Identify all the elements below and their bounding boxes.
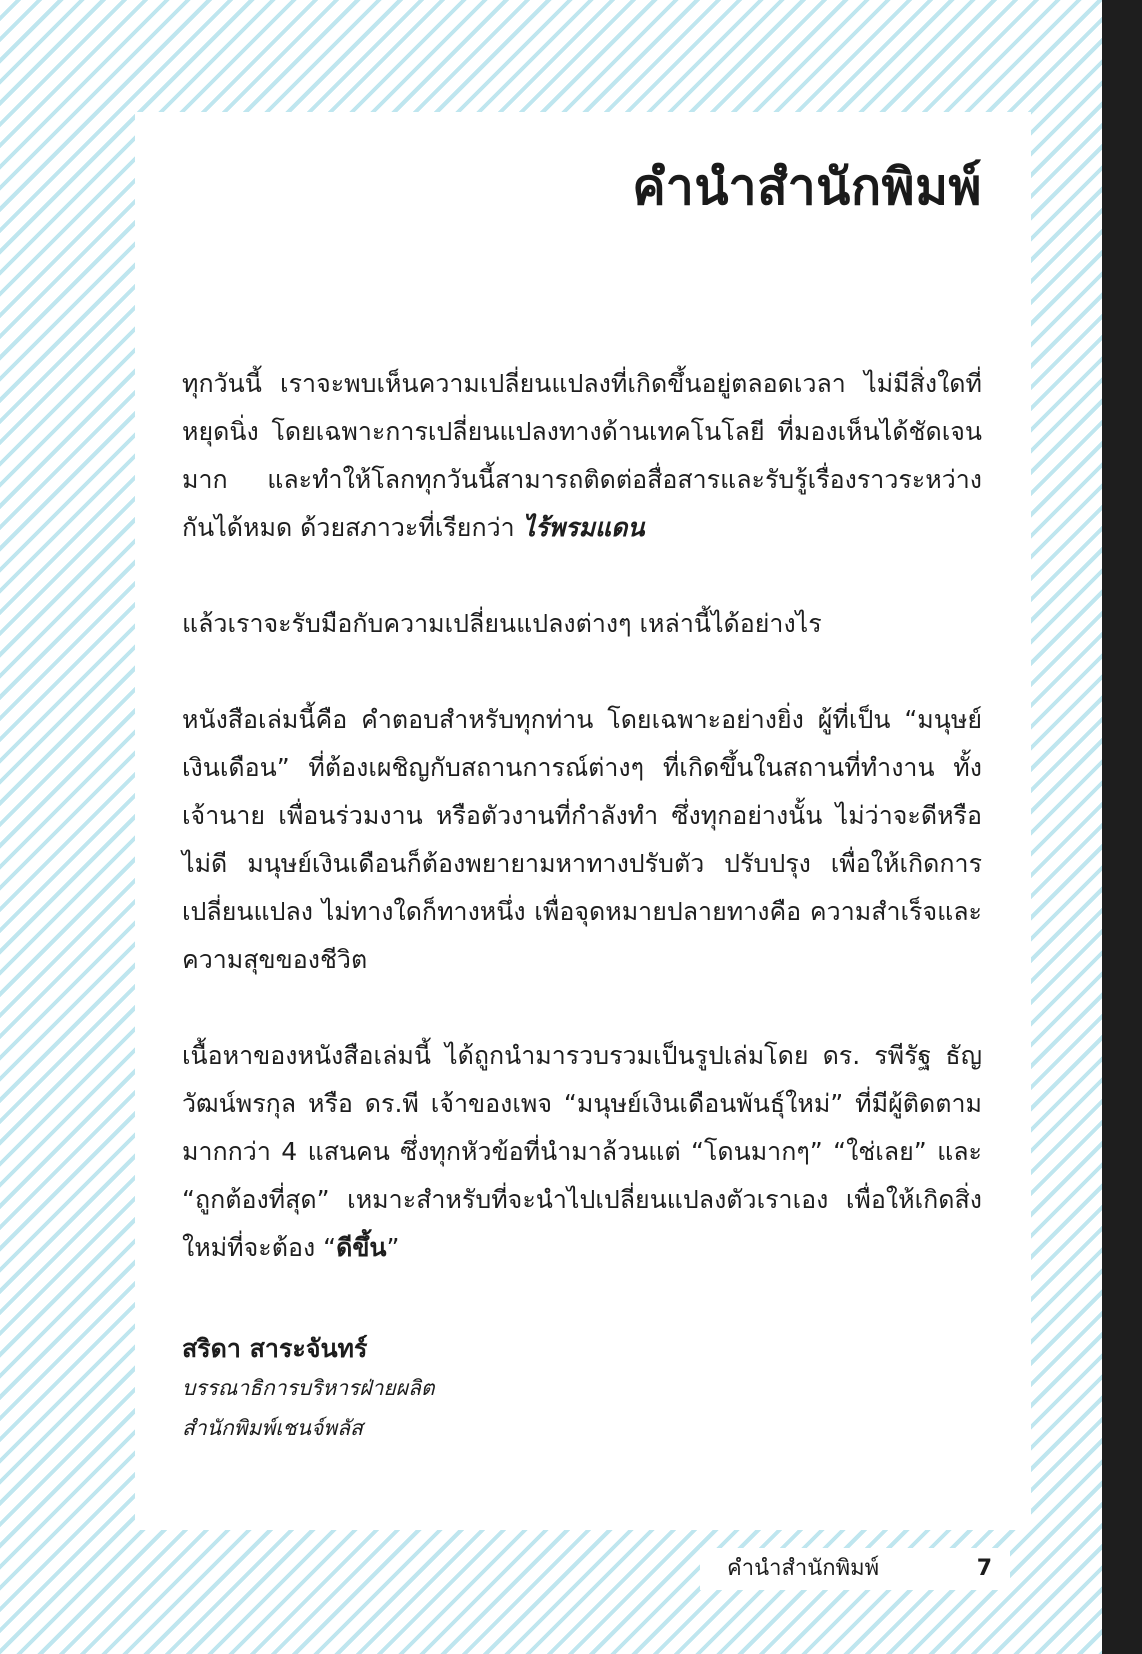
paragraph-4-emphasis: ดีขึ้น [336,1233,387,1262]
body-content [182,360,982,1320]
page-number: 7 [976,1556,992,1581]
signature-organization: สำนักพิมพ์เชนจ์พลัส [182,1416,363,1440]
page-footer [700,1548,1010,1590]
paragraph-4-text: เนื้อหาของหนังสือเล่มนี้ ได้ถูกนำมารวบรวมเป็นรูปเล่มโดย ดร. รพีรัฐ ธัญวัฒน์พรกุล หรือ ดร.พี เจ้าของเพจ “มนุษย์เงินเดือนพันธุ์ใหม่” ที่มีผู้ติดตามมากกว่า 4 แสนคน ซึ่งทุกหัวข้อที่นำมาล้วนแต่ “โดนมากๆ” “ใช่เลย” และ “ถูกต้องที่สุด” เหมาะสำหรับที่จะนำไปเปลี่ยนแปลงตัวเราเอง เพื่อให้เกิดสิ่งใหม่ที่จะต้อง “ [182,1041,982,1262]
paragraph-4-closing-quote: ” [386,1233,400,1262]
signature-position: บรรณาธิการบริหารฝ่ายผลิต [182,1376,435,1400]
footer-running-title: คำนำสำนักพิมพ์ [727,1556,880,1581]
paragraph-1-emphasis: ไร้พรมแดน [522,513,645,542]
signature-name: สริดา สาระจันทร์ [182,1334,368,1363]
page-title: คำนำสำนักพิมพ์ [632,158,982,216]
paragraph-1 [182,360,982,552]
paragraph-1-text: ทุกวันนี้ เราจะพบเห็นความเปลี่ยนแปลงที่เกิดขึ้นอยู่ตลอดเวลา ไม่มีสิ่งใดที่หยุดนิ่ง โดยเฉพาะการเปลี่ยนแปลงทางด้านเทคโนโลยี ที่มองเห็นได้ชัดเจนมาก และทำให้โลกทุกวันนี้สามารถติดต่อสื่อสารและรับรู้เรื่องราวระหว่างกันได้หมด ด้วยสภาวะที่เรียกว่า [182,369,982,542]
signature-block [182,1330,782,1448]
paragraph-2 [182,600,982,648]
paragraph-3-text: หนังสือเล่มนี้คือ คำตอบสำหรับทุกท่าน โดยเฉพาะอย่างยิ่ง ผู้ที่เป็น “มนุษย์เงินเดือน” ที่ต้องเผชิญกับสถานการณ์ต่างๆ ที่เกิดขึ้นในสถานที่ทำงาน ทั้งเจ้านาย เพื่อนร่วมงาน หรือตัวงานที่กำลังทำ ซึ่งทุกอย่างนั้น ไม่ว่าจะดีหรือไม่ดี มนุษย์เงินเดือนก็ต้องพยายามหาทางปรับตัว ปรับปรุง เพื่อให้เกิดการเปลี่ยนแปลง ไม่ทางใดก็ทางหนึ่ง เพื่อจุดหมายปลายทางคือ ความสำเร็จและความสุขของชีวิต [182,705,982,974]
paragraph-3 [182,696,982,984]
paragraph-4 [182,1032,982,1272]
page-edge-band [1102,0,1142,1654]
paragraph-2-text: แล้วเราจะรับมือกับความเปลี่ยนแปลงต่างๆ เหล่านี้ได้อย่างไร [182,609,822,638]
